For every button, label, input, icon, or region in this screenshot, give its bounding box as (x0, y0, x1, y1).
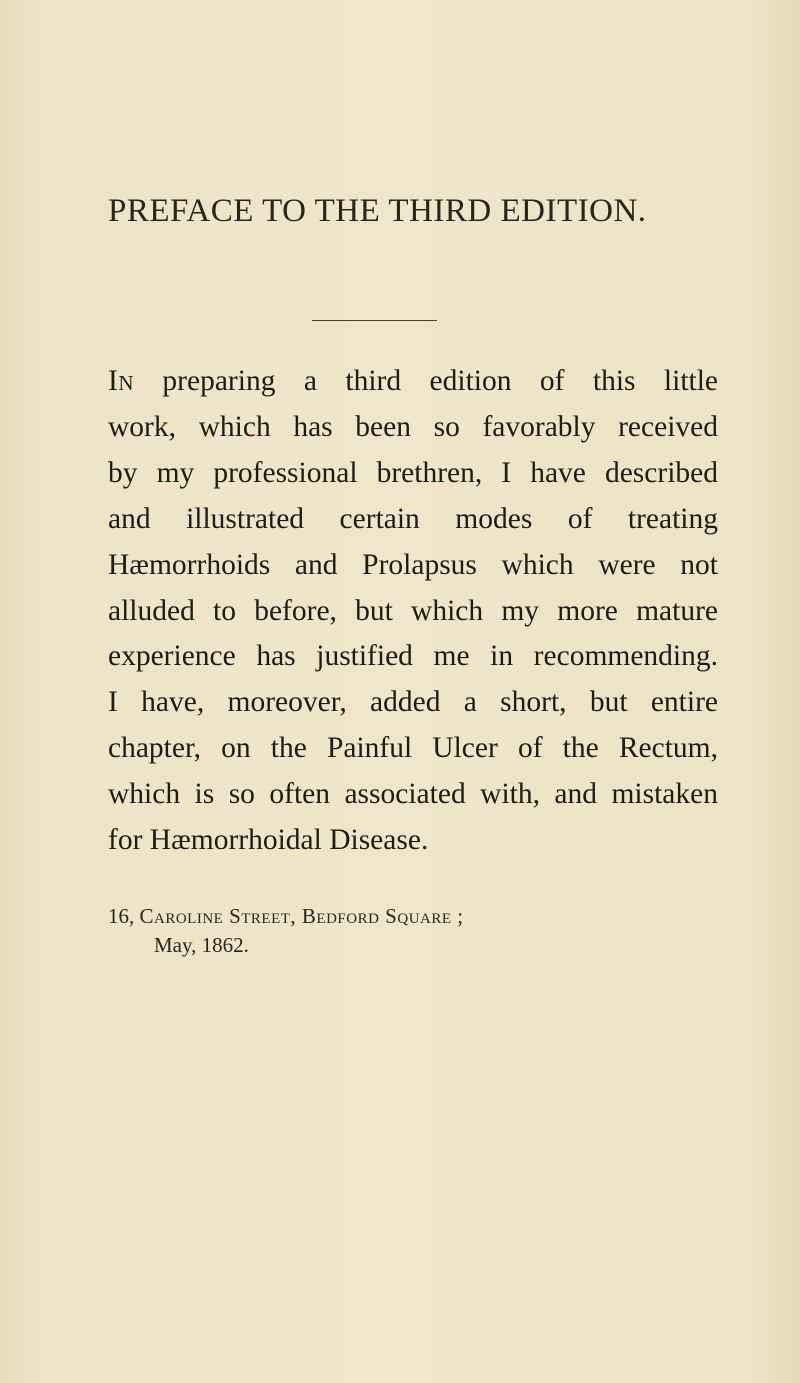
body-line-11: for Hæmorrhoidal Disease. (108, 824, 429, 857)
author-address (108, 904, 464, 929)
body-line-4: and illustrated certain modes of treating (108, 502, 718, 535)
body-line-2: work, which has been so favorably received (108, 410, 718, 443)
body-line-5: Hæmorrhoids and Prolapsus which were not (108, 548, 718, 581)
body-line-10: which is so often associated with, and mistaken (108, 778, 718, 811)
body-line-8: I have, moreover, added a short, but entire (108, 686, 718, 719)
address-street: Caroline Street, Bedford Square ; (139, 904, 464, 928)
opening-word: In (108, 365, 134, 397)
body-line-9: chapter, on the Painful Ulcer of the Rectum, (108, 732, 718, 765)
body-line-3: by my professional brethren, I have described (108, 456, 718, 489)
body-line-7: experience has justified me in recommending. (108, 640, 718, 673)
preface-date: May, 1862. (154, 933, 249, 957)
title-divider (312, 320, 437, 321)
body-line-6: alluded to before, but which my more mature (108, 594, 718, 627)
body-line-1-text: preparing a third edition of this little (134, 365, 718, 397)
page-title: PREFACE TO THE THIRD EDITION. (108, 193, 647, 229)
preface-body (108, 359, 718, 864)
body-line-1 (108, 359, 718, 405)
address-number: 16, (108, 904, 140, 928)
